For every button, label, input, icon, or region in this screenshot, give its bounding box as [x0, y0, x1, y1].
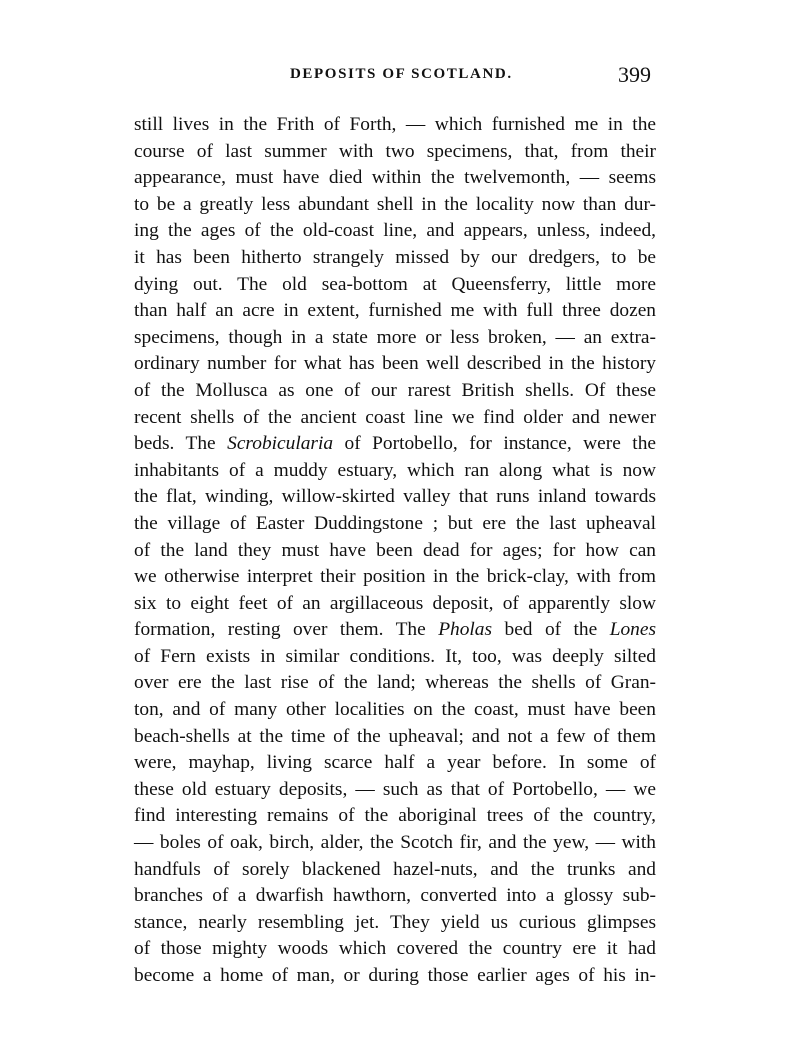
- text-line: these old estuary deposits, — such as that of Portobello, — we: [134, 778, 656, 800]
- text-line: beach-shells at the time of the upheaval; and not a few of them: [134, 725, 656, 747]
- text-line: inhabitants of a muddy estuary, which ran along what is now: [134, 459, 656, 481]
- text-line: find interesting remains of the aboriginal trees of the country,: [134, 805, 656, 827]
- text-line: ordinary number for what has been well described in the history: [134, 353, 656, 375]
- running-title: DEPOSITS OF SCOTLAND.: [290, 66, 513, 82]
- text-line: we otherwise interpret their position in the brick-clay, with from: [134, 566, 656, 588]
- text-line: beds. The Scrobicularia of Portobello, for instance, were the: [134, 433, 656, 455]
- text-line: stance, nearly resembling jet. They yield us curious glimpses: [134, 911, 656, 933]
- text-line: ing the ages of the old-coast line, and appears, unless, indeed,: [134, 220, 656, 242]
- text-line: branches of a dwarfish hawthorn, converted into a glossy sub-: [134, 885, 656, 907]
- text-line: to be a greatly less abundant shell in the locality now than dur-: [134, 193, 656, 215]
- text-line: six to eight feet of an argillaceous deposit, of apparently slow: [134, 592, 656, 614]
- text-line: appearance, must have died within the twelvemonth, — seems: [134, 167, 656, 189]
- text-line: course of last summer with two specimens, that, from their: [134, 140, 656, 162]
- text-line: become a home of man, or during those earlier ages of his in-: [134, 965, 656, 986]
- text-line: still lives in the Frith of Forth, — which furnished me in the: [134, 114, 656, 135]
- text-line: the flat, winding, willow-skirted valley that runs inland towards: [134, 486, 656, 508]
- page-number: 399: [618, 62, 651, 87]
- text-line: formation, resting over them. The Pholas bed of the Lones: [134, 619, 657, 641]
- text-line: recent shells of the ancient coast line we find older and newer: [134, 406, 656, 428]
- text-line: specimens, though in a state more or less broken, — an extra-: [134, 326, 656, 348]
- text-line: ton, and of many other localities on the coast, must have been: [134, 699, 656, 721]
- text-line: were, mayhap, living scarce half a year before. In some of: [134, 752, 656, 774]
- text-line: handfuls of sorely blackened hazel-nuts, and the trunks and: [134, 858, 656, 880]
- text-line: of the land they must have been dead for ages; for how can: [134, 539, 656, 561]
- text-line: of Fern exists in similar conditions. It, too, was deeply silted: [134, 645, 656, 667]
- body-text: [134, 112, 656, 990]
- text-line: of those mighty woods which covered the country ere it had: [134, 938, 656, 960]
- text-line: than half an acre in extent, furnished me with full three dozen: [134, 300, 656, 322]
- text-line: — boles of oak, birch, alder, the Scotch fir, and the yew, — with: [134, 832, 656, 854]
- text-line: it has been hitherto strangely missed by our dredgers, to be: [134, 246, 656, 268]
- text-line: of the Mollusca as one of our rarest British shells. Of these: [134, 379, 656, 401]
- text-line: the village of Easter Duddingstone ; but ere the last upheaval: [134, 512, 656, 534]
- text-line: over ere the last rise of the land; whereas the shells of Gran-: [134, 672, 656, 694]
- text-line: dying out. The old sea-bottom at Queensferry, little more: [134, 273, 656, 295]
